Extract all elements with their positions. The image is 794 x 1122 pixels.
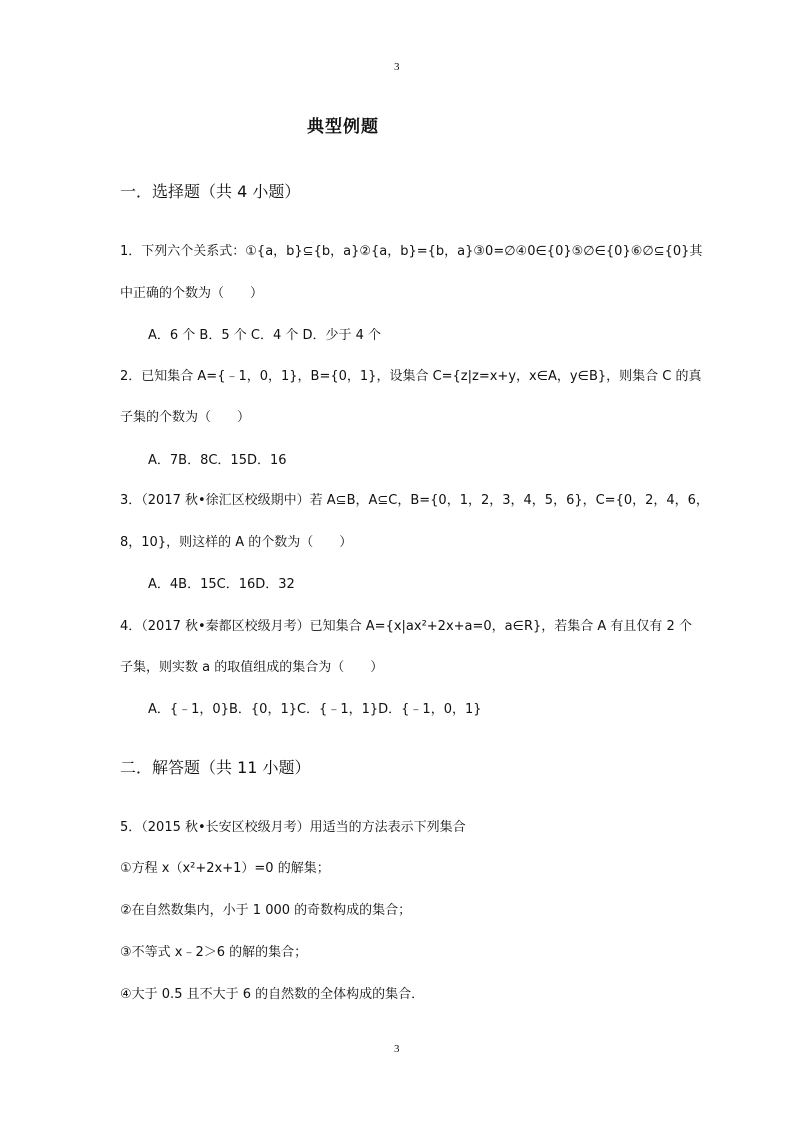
question-5-item-3: ③不等式 x﹣2＞6 的解的集合； (120, 945, 308, 960)
question-2-line-1: 2．已知集合 A={﹣1，0，1}，B={0，1}，设集合 C={z|z=x+y，x∈A，y∈B}，则集合 C 的真 (120, 369, 702, 384)
section-heading-answer: 二．解答题（共 11 小题） (120, 758, 311, 777)
question-5-line-1: 5．（2015 秋•长安区校级月考）用适当的方法表示下列集合 (120, 820, 466, 835)
question-3-options: A．4B．15C．16D．32 (148, 577, 295, 592)
section-heading-choice: 一．选择题（共 4 小题） (120, 182, 301, 201)
question-2-options: A．7B．8C．15D．16 (148, 453, 287, 468)
page-number-bottom: 3 (394, 1043, 400, 1055)
page-number-top: 3 (394, 61, 400, 73)
question-1-line-1: 1．下列六个关系式：①{a，b}⊆{b，a}②{a，b}={b，a}③0=∅④0∈{0}⑤∅∈{0}⑥∅⊆{0}其 (120, 244, 703, 259)
question-1-line-2: 中正确的个数为（ ） (120, 286, 264, 301)
question-2-line-2: 子集的个数为（ ） (120, 410, 251, 425)
question-5-item-2: ②在自然数集内，小于 1 000 的奇数构成的集合； (120, 903, 412, 918)
question-4-line-1: 4．（2017 秋•秦都区校级月考）已知集合 A={x|ax²+2x+a=0，a∈R}，若集合 A 有且仅有 2 个 (120, 619, 692, 634)
question-5-item-4: ④大于 0.5 且不大于 6 的自然数的全体构成的集合． (120, 987, 425, 1002)
question-5-item-1: ①方程 x（x²+2x+1）=0 的解集； (120, 861, 330, 876)
question-1-options: A．6 个 B．5 个 C．4 个 D．少于 4 个 (148, 328, 382, 343)
page-title: 典型例题 (307, 117, 379, 137)
question-3-line-2: 8，10}，则这样的 A 的个数为（ ） (120, 535, 353, 550)
question-4-options: A．{﹣1，0}B．{0，1}C．{﹣1，1}D．{﹣1，0，1} (148, 702, 482, 717)
question-4-line-2: 子集，则实数 a 的取值组成的集合为（ ） (120, 660, 384, 675)
question-3-line-1: 3．（2017 秋•徐汇区校级期中）若 A⊆B，A⊆C，B={0，1，2，3，4，5，6}，C={0，2，4，6， (120, 493, 709, 508)
